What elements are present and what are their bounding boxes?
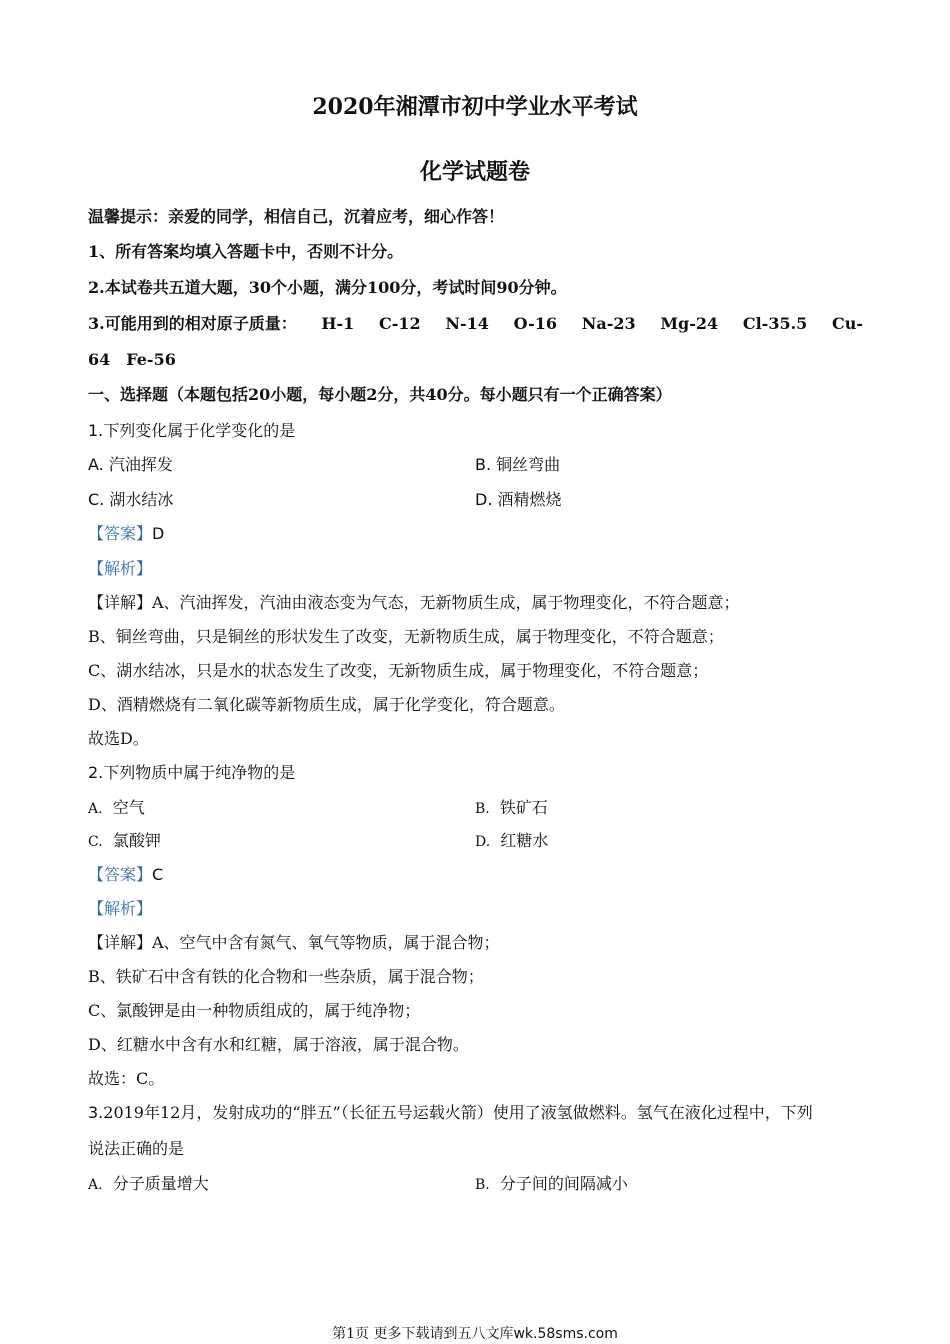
q1-analysis-tag: 【解析】 (88, 559, 153, 578)
q2-conclusion: 故选：C。 (88, 1069, 165, 1088)
option-letter: C. (88, 834, 103, 850)
q2-answer (88, 864, 163, 886)
q1-option-b (475, 454, 560, 476)
option-text: 红糖水 (500, 831, 549, 850)
atomic-mass-label: 3.可能用到的相对原子质量： (88, 314, 297, 333)
question-3-stem (88, 1102, 813, 1124)
atomic-mass-item: N-14 (445, 314, 489, 333)
atomic-mass-item: Cu- (831, 314, 863, 333)
option-letter: A. (88, 455, 104, 474)
atomic-mass-item: Na-23 (581, 314, 636, 333)
question-1-stem (88, 420, 295, 442)
answer-value: D (152, 524, 165, 543)
q3-option-a (88, 1173, 209, 1196)
option-text: 氯酸钾 (112, 831, 161, 850)
footer-text: 第1页 更多下载请到五八文库 (332, 1326, 514, 1342)
q2-option-a (88, 797, 145, 820)
q2-explanation-line: D、红糖水中含有水和红糖，属于溶液，属于混合物。 (88, 1035, 469, 1054)
q2-option-c (88, 830, 161, 853)
option-letter: B. (475, 1177, 490, 1193)
question-text: 下列物质中属于纯净物的是 (103, 763, 296, 782)
notice-tip: 温馨提示：亲爱的同学，相信自己，沉着应考，细心作答！ (88, 207, 505, 226)
exam-subtitle: 化学试题卷 (419, 159, 530, 185)
q2-explanation-line: 【详解】A、空气中含有氮气、氧气等物质，属于混合物； (88, 933, 500, 952)
option-text: 铜丝弯曲 (496, 455, 561, 474)
question-number: 3. (88, 1103, 104, 1122)
atomic-mass-item: Cl-35.5 (742, 314, 808, 333)
option-letter: B. (475, 801, 490, 817)
page-footer (0, 1323, 950, 1343)
option-text: 汽油挥发 (108, 455, 173, 474)
notice-rule-1: 1、所有答案均填入答题卡中，否则不计分。 (88, 242, 404, 261)
q2-analysis-tag: 【解析】 (88, 899, 153, 918)
q3-option-b (475, 1173, 628, 1196)
option-text: 空气 (112, 798, 145, 817)
answer-tag: 【答案】 (88, 865, 153, 884)
option-letter: A. (88, 801, 103, 817)
exam-title: 2020年湘潭市初中学业水平考试 (312, 94, 638, 120)
option-text: 酒精燃烧 (497, 490, 562, 509)
option-letter: D. (475, 834, 491, 850)
section-heading: 一、选择题（本题包括20小题，每小题2分，共40分。每小题只有一个正确答案） (88, 385, 672, 404)
option-letter: D. (475, 490, 493, 509)
option-text: 铁矿石 (499, 798, 548, 817)
option-text: 分子间的间隔减小 (499, 1174, 628, 1193)
footer-link[interactable]: wk.58sms.com (513, 1326, 618, 1342)
question-3-stem-continued: 说法正确的是 (88, 1139, 185, 1158)
atomic-mass-item: H-1 (321, 314, 355, 333)
atomic-mass-item: O-16 (513, 314, 558, 333)
q1-option-d (475, 489, 562, 511)
atomic-mass-line (88, 313, 863, 335)
option-letter: C. (88, 490, 105, 509)
q2-explanation-line: B、铁矿石中含有铁的化合物和一些杂质，属于混合物； (88, 967, 484, 986)
option-letter: A. (88, 1177, 103, 1193)
q2-option-d (475, 830, 548, 853)
q1-option-c (88, 489, 173, 511)
question-2-stem (88, 762, 295, 784)
option-letter: B. (475, 455, 492, 474)
atomic-mass-continued: 64 Fe-56 (88, 350, 176, 369)
question-text: 2019年12月，发射成功的“胖五”（长征五号运载火箭）使用了液氢做燃料。氢气在液化过程中，下列 (103, 1103, 813, 1122)
option-text: 湖水结冰 (109, 490, 174, 509)
question-number: 2. (88, 763, 104, 782)
answer-tag: 【答案】 (88, 524, 153, 543)
q1-answer (88, 523, 164, 545)
q1-option-a (88, 454, 173, 476)
q1-explanation-line: B、铜丝弯曲，只是铜丝的形状发生了改变，无新物质生成，属于物理变化，不符合题意； (88, 627, 724, 646)
q2-explanation-line: C、氯酸钾是由一种物质组成的，属于纯净物； (88, 1001, 421, 1020)
answer-value: C (152, 865, 164, 884)
question-text: 下列变化属于化学变化的是 (103, 421, 296, 440)
q1-explanation-line: 【详解】A、汽油挥发，汽油由液态变为气态，无新物质生成，属于物理变化，不符合题意； (88, 593, 740, 612)
question-number: 1. (88, 421, 104, 440)
atomic-mass-item: Mg-24 (660, 314, 719, 333)
q2-option-b (475, 797, 548, 820)
q1-explanation-line: C、湖水结冰，只是水的状态发生了改变，无新物质生成，属于物理变化，不符合题意； (88, 661, 709, 680)
atomic-mass-item: C-12 (379, 314, 421, 333)
option-text: 分子质量增大 (112, 1174, 209, 1193)
notice-rule-2: 2.本试卷共五道大题，30个小题，满分100分，考试时间90分钟。 (88, 278, 567, 297)
q1-explanation-line: D、酒精燃烧有二氧化碳等新物质生成，属于化学变化，符合题意。 (88, 695, 565, 714)
q1-conclusion: 故选D。 (88, 729, 149, 748)
